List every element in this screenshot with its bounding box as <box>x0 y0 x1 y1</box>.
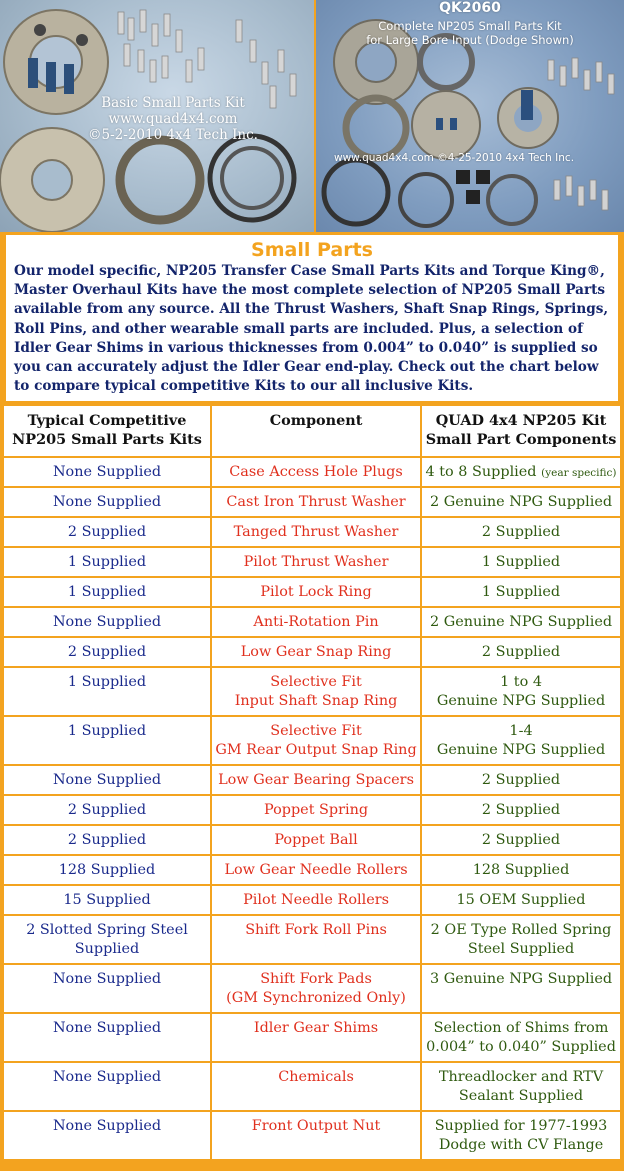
component-cell <box>212 826 420 854</box>
cell-line <box>424 1136 618 1155</box>
cell-line <box>214 722 418 741</box>
table-header-row <box>4 406 620 456</box>
cell-line <box>424 970 618 989</box>
cell-text: 0.004” to 0.040” Supplied <box>426 1039 616 1055</box>
cell-text: Poppet Ball <box>274 832 358 848</box>
cell-line <box>424 891 618 910</box>
cell-line <box>424 643 618 662</box>
quad-cell <box>422 1112 620 1159</box>
cell-line <box>214 583 418 602</box>
cell-line <box>214 463 418 482</box>
component-cell <box>212 608 420 636</box>
component-cell <box>212 856 420 884</box>
quad-cell <box>422 766 620 794</box>
cell-line <box>214 1068 418 1087</box>
quad-cell <box>422 886 620 914</box>
cell-text: 2 Supplied <box>67 832 147 848</box>
competitor-cell <box>4 578 210 606</box>
competitor-cell <box>4 1063 210 1110</box>
product-photos <box>0 0 624 232</box>
cell-line <box>6 673 208 692</box>
kit-subtitle: for Large Bore Input (Dodge Shown) <box>366 33 574 47</box>
table-row <box>4 965 620 1012</box>
header-line: NP205 Small Parts Kits <box>12 431 202 448</box>
cell-text: 2 Supplied <box>481 644 561 660</box>
quad-cell <box>422 488 620 516</box>
cell-line <box>424 1068 618 1087</box>
section-body: Our model specific, NP205 Transfer Case Small Parts Kits and Torque King®, Master Overhaul Kits have the most complete selection of NP205 Small Parts available from any source. All the Thrust Washers, Shaft Snap Rings, Springs, Roll Pins, and other wearable small parts are included. Plus, a selection of Idler Gear Shims in various thicknesses from 0.004” to 0.040” is supplied so you can accurately adjust the Idler Gear end-play. Check out the chart below to compare typical competitive Kits to our all inclusive Kits. <box>14 263 609 395</box>
kit-part-number: QK2060 <box>439 0 501 16</box>
cell-line <box>214 613 418 632</box>
table-row <box>4 796 620 824</box>
header-line: Small Part Components <box>425 431 617 448</box>
cell-text: Steel Supplied <box>467 941 575 957</box>
competitor-cell <box>4 668 210 715</box>
cell-line <box>214 970 418 989</box>
cell-text: Poppet Spring <box>263 802 369 818</box>
cell-text: 15 OEM Supplied <box>456 892 586 908</box>
competitor-cell <box>4 717 210 764</box>
cell-text: Input Shaft Snap Ring <box>234 693 398 709</box>
component-cell <box>212 578 420 606</box>
cell-text: 1 Supplied <box>481 584 561 600</box>
cell-text: None Supplied <box>52 772 162 788</box>
cell-text: 2 Supplied <box>481 524 561 540</box>
competitor-cell <box>4 488 210 516</box>
section-title: Small Parts <box>251 239 373 261</box>
header-line: Component <box>269 412 363 429</box>
header-line: QUAD 4x4 NP205 Kit <box>435 412 607 429</box>
component-cell <box>212 518 420 546</box>
cell-text: Pilot Needle Rollers <box>243 892 389 908</box>
table-row <box>4 578 620 606</box>
quad-cell <box>422 608 620 636</box>
cell-text: Case Access Hole Plugs <box>229 464 403 480</box>
quad-cell <box>422 578 620 606</box>
competitor-cell <box>4 826 210 854</box>
quad-cell <box>422 796 620 824</box>
header-line: Typical Competitive <box>27 412 187 429</box>
cell-text: Threadlocker and RTV <box>438 1069 604 1085</box>
competitor-cell <box>4 965 210 1012</box>
cell-line <box>214 771 418 790</box>
cell-line <box>424 831 618 850</box>
cell-text: Supplied for 1977-1993 <box>434 1118 608 1134</box>
cell-line <box>424 523 618 542</box>
cell-line <box>424 722 618 741</box>
cell-text: 2 Supplied <box>67 644 147 660</box>
component-cell <box>212 916 420 963</box>
cell-text: Supplied <box>74 941 140 957</box>
cell-line <box>214 921 418 940</box>
cell-line <box>214 523 418 542</box>
competitor-cell <box>4 886 210 914</box>
cell-text: None Supplied <box>52 1118 162 1134</box>
cell-text: None Supplied <box>52 1069 162 1085</box>
cell-text: 1-4 <box>509 723 533 739</box>
competitor-cell <box>4 458 210 486</box>
cell-text: Sealant Supplied <box>458 1088 584 1104</box>
header-component <box>212 406 420 456</box>
cell-text: None Supplied <box>52 1020 162 1036</box>
cell-text: 1 Supplied <box>67 554 147 570</box>
cell-line <box>6 1117 208 1136</box>
cell-line <box>424 1019 618 1038</box>
cell-text: Cast Iron Thrust Washer <box>226 494 406 510</box>
competitor-cell <box>4 1112 210 1159</box>
table-row <box>4 488 620 516</box>
component-cell <box>212 1063 420 1110</box>
complete-kit-photo <box>316 0 624 232</box>
cell-text: 2 Slotted Spring Steel <box>26 922 188 938</box>
table-row <box>4 1112 620 1159</box>
cell-line <box>6 771 208 790</box>
cell-text: 128 Supplied <box>58 862 156 878</box>
cell-text: None Supplied <box>52 971 162 987</box>
cell-line <box>424 861 618 880</box>
cell-text: 2 Supplied <box>481 802 561 818</box>
competitor-cell <box>4 916 210 963</box>
cell-line <box>214 493 418 512</box>
table-row <box>4 916 620 963</box>
cell-text: Chemicals <box>278 1069 354 1085</box>
cell-line <box>424 583 618 602</box>
cell-text: Tanged Thrust Washer <box>233 524 399 540</box>
quad-cell <box>422 668 620 715</box>
competitor-cell <box>4 796 210 824</box>
cell-line <box>424 1117 618 1136</box>
table-row <box>4 458 620 486</box>
cell-text: 1 Supplied <box>67 674 147 690</box>
cell-line <box>6 643 208 662</box>
cell-line <box>214 891 418 910</box>
watermark-line: Basic Small Parts Kit <box>101 95 245 111</box>
cell-text: Low Gear Snap Ring <box>240 644 392 660</box>
cell-line <box>214 1019 418 1038</box>
cell-line <box>424 940 618 959</box>
cell-text: Selective Fit <box>270 674 362 690</box>
cell-line <box>214 692 418 711</box>
cell-text: Selective Fit <box>270 723 362 739</box>
quad-cell <box>422 1063 620 1110</box>
competitor-cell <box>4 608 210 636</box>
cell-text: GM Rear Output Snap Ring <box>215 742 417 758</box>
table-body <box>4 458 620 1159</box>
cell-line <box>214 801 418 820</box>
cell-text: 2 OE Type Rolled Spring <box>430 922 612 938</box>
cell-line <box>424 1038 618 1057</box>
header-competitor <box>4 406 210 456</box>
cell-text: Front Output Nut <box>251 1118 381 1134</box>
cell-line <box>424 613 618 632</box>
cell-text: 2 Supplied <box>67 802 147 818</box>
competitor-cell <box>4 766 210 794</box>
quad-cell <box>422 458 620 486</box>
cell-line <box>214 553 418 572</box>
component-cell <box>212 548 420 576</box>
kit-watermark: www.quad4x4.com ©4-25-2010 4x4 Tech Inc. <box>334 152 575 164</box>
cell-line <box>6 493 208 512</box>
table-row <box>4 886 620 914</box>
table-row <box>4 856 620 884</box>
table-row <box>4 1014 620 1061</box>
table-row <box>4 548 620 576</box>
cell-line <box>6 1068 208 1087</box>
cell-text: Pilot Thrust Washer <box>243 554 389 570</box>
cell-text: 15 Supplied <box>63 892 151 908</box>
cell-line <box>424 1087 618 1106</box>
cell-line <box>6 1019 208 1038</box>
cell-text: 2 Genuine NPG Supplied <box>429 614 613 630</box>
cell-text: 1 Supplied <box>67 723 147 739</box>
cell-text: 1 Supplied <box>481 554 561 570</box>
cell-line <box>424 921 618 940</box>
basic-kit-photo <box>0 0 314 232</box>
component-cell <box>212 1112 420 1159</box>
cell-text: Low Gear Bearing Spacers <box>218 772 414 788</box>
quad-cell <box>422 518 620 546</box>
cell-line <box>6 801 208 820</box>
cell-text: Shift Fork Roll Pins <box>245 922 387 938</box>
cell-line <box>214 831 418 850</box>
quad-cell <box>422 638 620 666</box>
cell-text: 1 to 4 <box>500 674 542 690</box>
cell-line <box>214 861 418 880</box>
quad-cell <box>422 916 620 963</box>
component-cell <box>212 458 420 486</box>
cell-text: Shift Fork Pads <box>260 971 372 987</box>
cell-text: Low Gear Needle Rollers <box>224 862 408 878</box>
quad-cell <box>422 548 620 576</box>
quad-cell <box>422 965 620 1012</box>
quad-cell <box>422 1014 620 1061</box>
cell-line <box>6 523 208 542</box>
quad-cell <box>422 717 620 764</box>
watermark-line: www.quad4x4.com <box>108 111 238 127</box>
competitor-cell <box>4 856 210 884</box>
cell-line <box>6 921 208 940</box>
component-cell <box>212 886 420 914</box>
cell-line <box>424 741 618 760</box>
competitor-cell <box>4 548 210 576</box>
cell-text: None Supplied <box>52 494 162 510</box>
cell-line <box>6 891 208 910</box>
cell-text: 4 to 8 Supplied <box>425 464 537 480</box>
cell-text: 2 Supplied <box>481 832 561 848</box>
table-row <box>4 518 620 546</box>
cell-line <box>6 722 208 741</box>
cell-line <box>6 553 208 572</box>
cell-line <box>6 583 208 602</box>
quad-cell <box>422 826 620 854</box>
cell-line <box>424 463 618 483</box>
cell-line <box>424 493 618 512</box>
cell-line <box>424 692 618 711</box>
cell-text: Selection of Shims from <box>433 1020 609 1036</box>
cell-text: Genuine NPG Supplied <box>436 742 606 758</box>
cell-line <box>214 741 418 760</box>
component-cell <box>212 638 420 666</box>
cell-line <box>214 989 418 1008</box>
cell-text: Pilot Lock Ring <box>260 584 372 600</box>
competitor-cell <box>4 638 210 666</box>
table-row <box>4 668 620 715</box>
table-row <box>4 826 620 854</box>
component-cell <box>212 965 420 1012</box>
competitor-cell <box>4 518 210 546</box>
cell-line <box>214 673 418 692</box>
cell-line <box>6 940 208 959</box>
cell-line <box>214 643 418 662</box>
cell-text: 2 Genuine NPG Supplied <box>429 494 613 510</box>
cell-line <box>6 613 208 632</box>
component-cell <box>212 1014 420 1061</box>
description-panel <box>6 235 618 401</box>
cell-line <box>6 970 208 989</box>
cell-text: 2 Supplied <box>67 524 147 540</box>
cell-line <box>6 463 208 482</box>
cell-text: (GM Synchronized Only) <box>226 990 406 1006</box>
cell-note: (year specific) <box>541 467 617 479</box>
table-row <box>4 608 620 636</box>
cell-text: 128 Supplied <box>472 862 570 878</box>
quad-cell <box>422 856 620 884</box>
table-row <box>4 1063 620 1110</box>
table-row <box>4 717 620 764</box>
competitor-cell <box>4 1014 210 1061</box>
header-quad <box>422 406 620 456</box>
cell-text: Idler Gear Shims <box>253 1020 379 1036</box>
kit-subtitle: Complete NP205 Small Parts Kit <box>378 19 562 33</box>
cell-text: Dodge with CV Flange <box>438 1137 604 1153</box>
component-cell <box>212 668 420 715</box>
cell-text: 2 Supplied <box>481 772 561 788</box>
basic-kit-watermark <box>88 95 258 143</box>
component-cell <box>212 717 420 764</box>
comparison-table <box>2 404 622 1161</box>
table-row <box>4 766 620 794</box>
table-row <box>4 638 620 666</box>
cell-line <box>424 801 618 820</box>
cell-line <box>214 1117 418 1136</box>
watermark-line: ©5-2-2010 4x4 Tech Inc. <box>88 127 258 143</box>
cell-line <box>6 831 208 850</box>
component-cell <box>212 796 420 824</box>
component-cell <box>212 766 420 794</box>
component-cell <box>212 488 420 516</box>
cell-text: 1 Supplied <box>67 584 147 600</box>
cell-line <box>424 673 618 692</box>
cell-text: 3 Genuine NPG Supplied <box>429 971 613 987</box>
cell-text: None Supplied <box>52 614 162 630</box>
cell-text: None Supplied <box>52 464 162 480</box>
cell-text: Genuine NPG Supplied <box>436 693 606 709</box>
cell-line <box>424 771 618 790</box>
cell-line <box>6 861 208 880</box>
cell-line <box>424 553 618 572</box>
cell-text: Anti-Rotation Pin <box>253 614 379 630</box>
